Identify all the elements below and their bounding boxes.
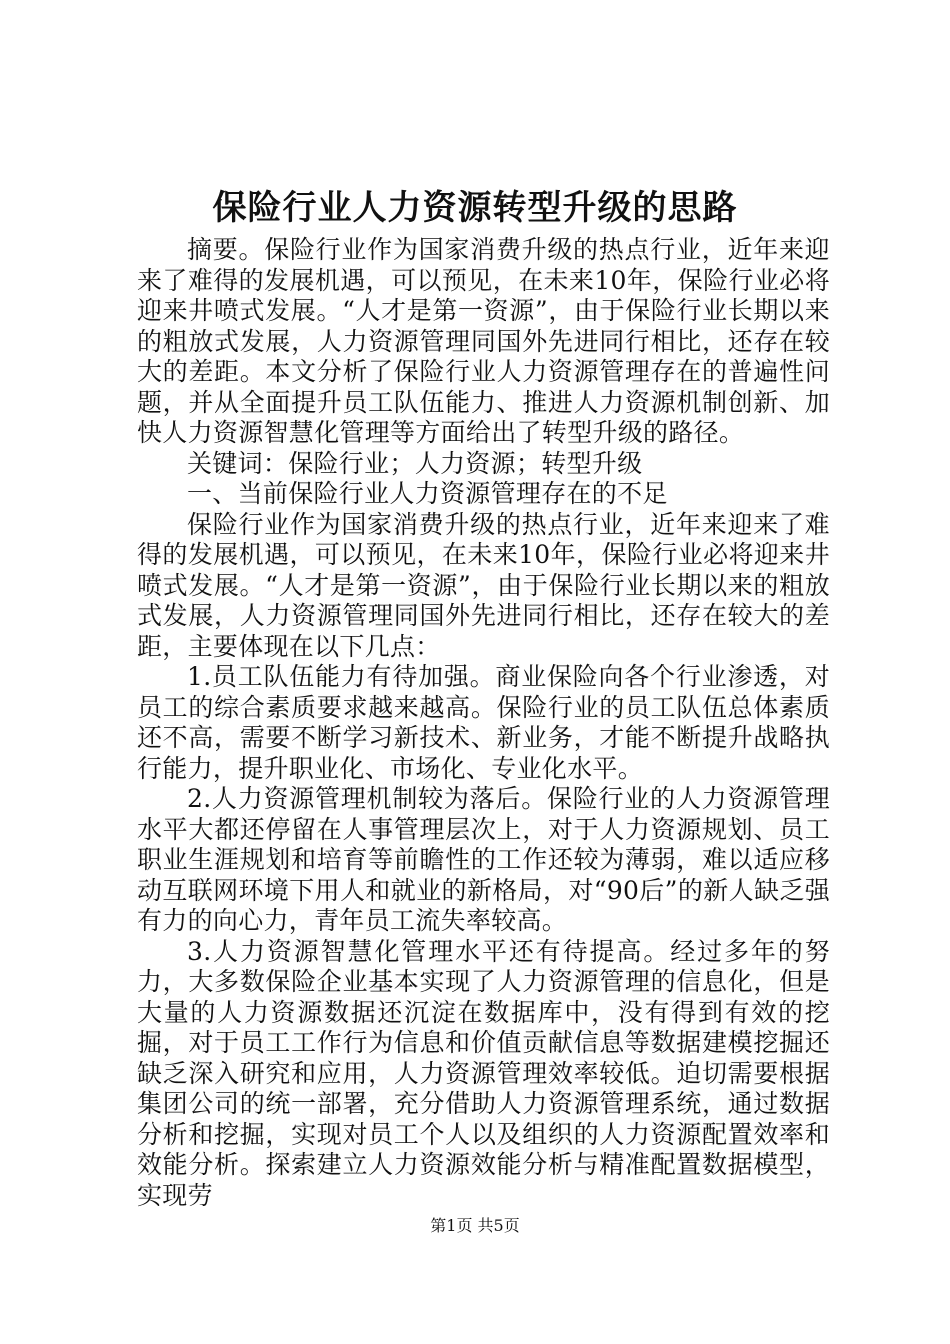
body-paragraph: 保险行业作为国家消费升级的热点行业，近年来迎来了难得的发展机遇，可以预见，在未来10年，保险行业必将迎来井喷式发展。“人才是第一资源”，由于保险行业长期以来的粗放式发展，人力资源管理同国外先进同行相比，还存在较大的差距，主要体现在以下几点： bbox=[137, 509, 830, 661]
body-paragraph: 1.员工队伍能力有待加强。商业保险向各个行业渗透，对员工的综合素质要求越来越高。保险行业的员工队伍总体素质还不高，需要不断学习新技术、新业务，才能不断提升战略执行能力，提升职业化、市场化、专业化水平。 bbox=[137, 662, 830, 783]
keywords-paragraph: 关键词：保险行业；人力资源；转型升级 bbox=[187, 448, 643, 478]
body-paragraph: 2.人力资源管理机制较为落后。保险行业的人力资源管理水平大都还停留在人事管理层次上，对于人力资源规划、员工职业生涯规划和培育等前瞻性的工作还较为薄弱，难以适应移动互联网环境下用人和就业的新格局，对“90后”的新人缺乏强有力的向心力，青年员工流失率较高。 bbox=[137, 784, 830, 935]
abstract-paragraph: 摘要。保险行业作为国家消费升级的热点行业，近年来迎来了难得的发展机遇，可以预见，在未来10年，保险行业必将迎来井喷式发展。“人才是第一资源”，由于保险行业长期以来的粗放式发展，人力资源管理同国外先进同行相比，还存在较大的差距。本文分析了保险行业人力资源管理存在的普遍性问题，并从全面提升员工队伍能力、推进人力资源机制创新、加快人力资源智慧化管理等方面给出了转型升级的路径。 bbox=[137, 235, 830, 447]
document-title: 保险行业人力资源转型升级的思路 bbox=[212, 188, 738, 228]
section-heading: 一、当前保险行业人力资源管理存在的不足 bbox=[187, 479, 668, 508]
document-body bbox=[137, 235, 830, 1211]
body-paragraph: 3.人力资源智慧化管理水平还有待提高。经过多年的努力，大多数保险企业基本实现了人力资源管理的信息化，但是大量的人力资源数据还沉淀在数据库中，没有得到有效的挖掘，对于员工工作行为信息和价值贡献信息等数据建模挖掘还缺乏深入研究和应用，人力资源管理效率较低。迫切需要根据集团公司的统一部署，充分借助人力资源管理系统，通过数据分析和挖掘，实现对员工个人以及组织的人力资源配置效率和效能分析。探索建立人力资源效能分析与精准配置数据模型，实现劳 bbox=[137, 936, 830, 1210]
page-footer: 第1页 共5页 bbox=[430, 1216, 520, 1235]
